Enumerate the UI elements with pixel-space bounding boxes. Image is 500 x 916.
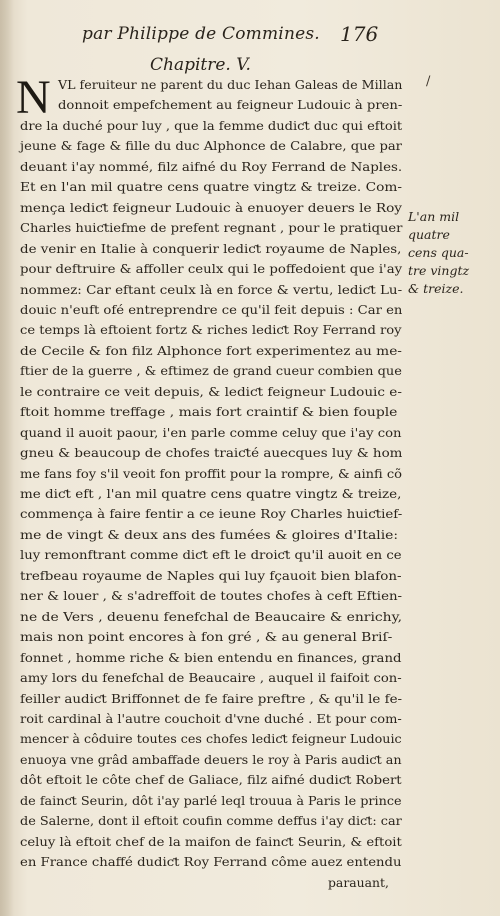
text-line: jeune & fage & fille du duc Alphonce de Calabre, que par [20,138,402,154]
text-line: mença lediƈt feigneur Ludouic à enuoyer deuers le Roy [20,199,402,215]
text-line: nommez: Car eftant ceulx là en force & vertu, lediƈt Lu- [20,281,403,297]
text-line: de venir en Italie à conquerir lediƈt royaume de Naples, [20,240,402,256]
text-line: de Cecile & fon filz Alphonce fort experimentez au me- [20,342,402,358]
text-line: VL feruiteur ne parent du duc Iehan Galeas de Millan [58,77,403,92]
text-line: le contraire ce veit depuis, & lediƈt feigneur Ludouic e- [20,383,402,399]
text-line: gneu & beaucoup de chofes traiƈté auecques luy & hom [20,445,403,461]
text-line: roit cardinal à l'autre couchoit d'vne duché . Et pour com- [20,710,402,726]
text-line: fonnet , homme riche & bien entendu en finances, grand [20,649,402,665]
margin-note-line: & treize. [408,281,464,296]
text-line: de fainƈt Seurin, dôt i'ay parlé leql trouua à Paris le prince [20,792,402,808]
text-line: douic n'euft ofé entreprendre ce qu'il feit depuis : Car en [20,301,403,317]
text-line: feiller audiƈt Briffonnet de fe faire preftre , & qu'il le fe- [20,690,403,706]
text-line: Et en l'an mil quatre cens quatre vingtz & treize. Com- [20,179,403,195]
text-line: Charles huiƈtiefme de prefent regnant , pour le pratiquer [20,220,403,236]
text-line: mencer à côduire toutes ces chofes lediƈt feigneur Ludouic [20,731,402,747]
text-line: ne de Vers , deuenu fenefchal de Beaucaire & enrichy, [20,608,403,624]
text-line: ner & louer , & s'adreffoit de toutes chofes à ceft Eftien- [20,588,403,604]
text-line: dôt eftoit le côte chef de Galiace, filz aifné dudiƈt Robert [20,772,402,788]
text-line: commença à faire fentir a ce ieune Roy Charles huiƈtief- [20,506,403,522]
text-line: amy lors du fenefchal de Beaucaire , auquel il faifoit con- [20,670,402,686]
text-line: deuant i'ay nommé, filz aifné du Roy Ferrand de Naples. [20,158,403,174]
text-line: me de vingt & deux ans des fumées & gloires d'Italie: [20,526,399,542]
text-line: ce temps là eftoient fortz & riches lediƈt Roy Ferrand roy [20,322,402,338]
chapter-title: Chapitre. V. [150,55,251,75]
text-line: pour deftruire & affoller ceulx qui le poffedoient que i'ay [20,261,403,277]
drop-cap: N [16,71,51,124]
margin-note-line: cens qua- [408,245,469,260]
text-line: me fans foy s'il veoit fon proffit pour la rompre, & ainfi cõ [20,465,403,481]
page-number: 176 [340,22,379,46]
margin-note-line: L'an mil [408,209,460,224]
text-line: enuoya vne grâd ambaffade deuers le roy à Paris audiƈt an [20,751,402,767]
running-head: par Philippe de Commines. [82,24,320,44]
text-line: ftier de la guerre , & eftimez de grand cueur combien que [20,363,402,379]
text-line: quand il auoit paour, i'en parle comme celuy que i'ay con [20,424,402,440]
text-line: en France chaffé dudiƈt Roy Ferrand côme auez entendu [20,854,402,870]
text-line: parauant, [328,874,389,890]
text-line: dre la duché pour luy , que la femme dudiƈt duc qui eftoit [20,117,403,133]
text-line: luy remonftrant comme diƈt eft le droiƈt qu'il auoit en ce [20,547,402,563]
text-line: trefbeau royaume de Naples qui luy fçauoit bien blafon- [20,567,402,583]
margin-note-line: tre vingtz [408,263,470,278]
text-line: mais non point encores à fon gré , & au general Briſ- [20,629,393,645]
page-mark: / [426,74,431,89]
text-line: donnoit empefchement au feigneur Ludouic à pren- [58,97,403,113]
margin-note-line: quatre [408,227,450,242]
margin-note [408,208,496,298]
text-line: celuy là eftoit chef de la maifon de fainƈt Seurin, & eftoit [20,833,402,849]
text-line: ftoit homme treffage , mais fort craintif & bien fouple [20,404,398,420]
text-line: me diƈt eft , l'an mil quatre cens quatre vingtz & treize, [20,486,402,501]
text-line: de Salerne, dont il eftoit coufin comme deffus i'ay diƈt: car [20,813,402,829]
